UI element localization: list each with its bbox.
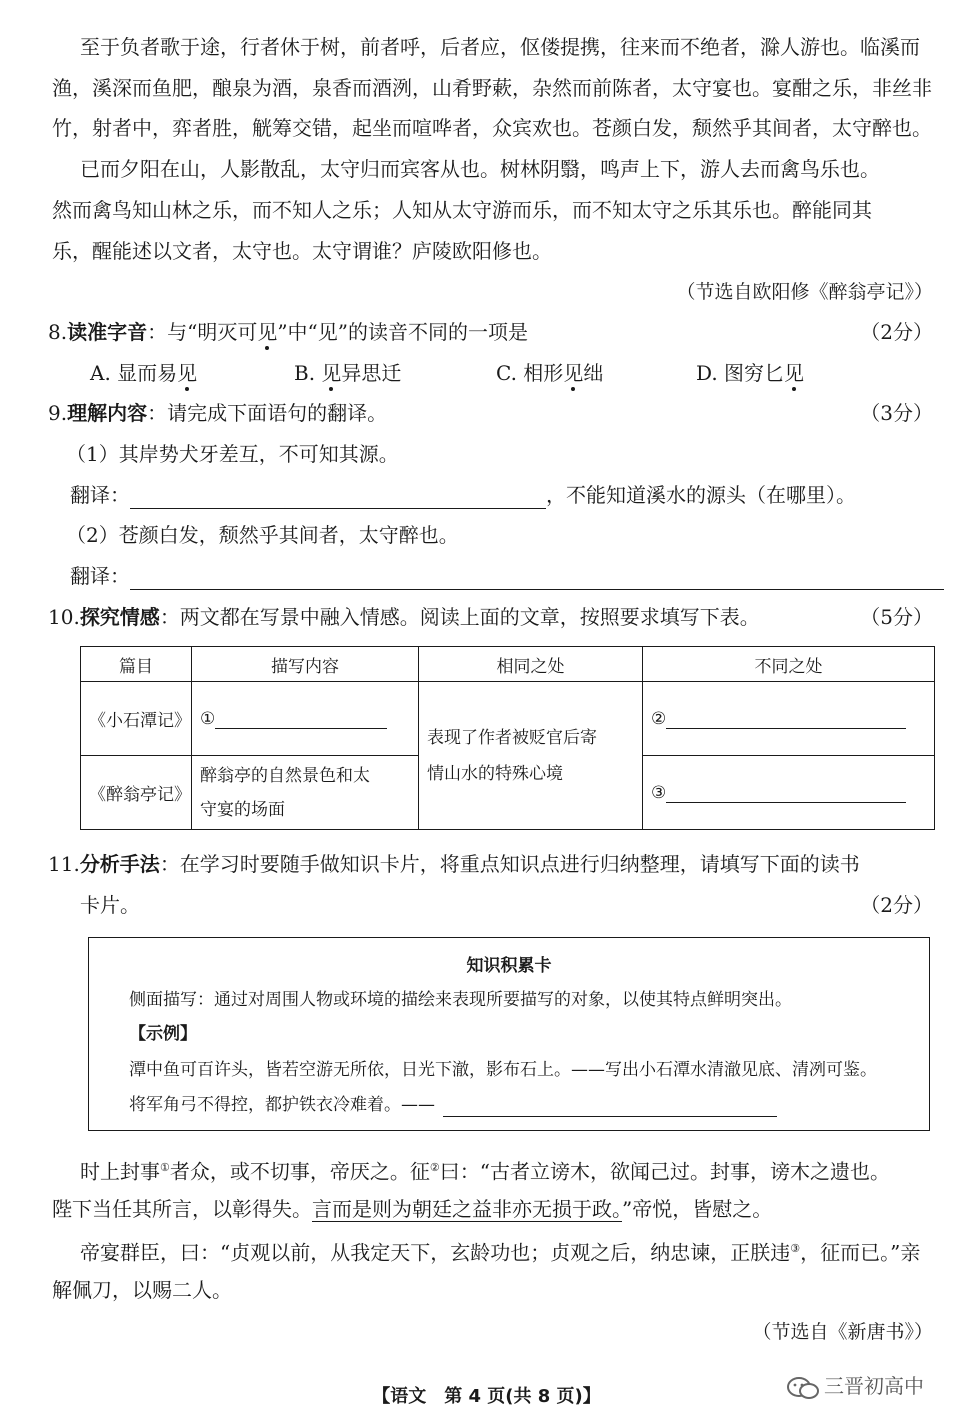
q11-text: ：在学习时要随手做知识卡片，将重点知识点进行归纳整理，请填写下面的读书 <box>159 852 860 876</box>
q9-translation-1 <box>70 481 950 509</box>
passage2-l3-a: 帝宴群臣，曰：“贞观以前，从我定天下，玄龄功也；贞观之后，纳忠谏，正朕违 <box>80 1240 791 1265</box>
diff-mark-2: ② <box>651 708 667 729</box>
q9-t2-blank[interactable] <box>130 567 944 590</box>
question-8 <box>48 318 936 346</box>
q8-number: 8. <box>48 320 68 344</box>
watermark-text: 三晋初高中 <box>824 1374 924 1398</box>
q8-option-b[interactable] <box>294 359 401 387</box>
passage2-line-4: 解佩刀，以赐二人。 <box>52 1278 232 1302</box>
watermark <box>786 1370 924 1400</box>
q8-option-c-dot: 见 <box>563 361 584 385</box>
q9-t1-label: 翻译： <box>70 483 130 507</box>
question-9 <box>48 399 936 427</box>
footnote-1: ① <box>160 1161 170 1174</box>
q9-sentence-2: （2）苍颜白发，颓然乎其间者，太守醉也。 <box>66 523 459 547</box>
knowledge-card <box>88 937 930 1131</box>
table-header: 相同之处 <box>419 647 643 682</box>
row1-content-cell[interactable] <box>192 682 419 756</box>
q9-sentence-1: （1）其岸势犬牙差互，不可知其源。 <box>66 442 399 466</box>
q8-option-d[interactable] <box>696 359 804 387</box>
q8-option-b-post: 异思迁 <box>341 361 402 385</box>
passage1-line-2: 渔，溪深而鱼肥，酿泉为酒，泉香而酒洌，山肴野蔌，杂然而前陈者，太守宴也。宴酣之乐，非丝非 <box>52 76 932 100</box>
table-header: 描写内容 <box>192 647 419 682</box>
q9-t2-label: 翻译： <box>70 564 130 588</box>
q9-label: 理解内容 <box>67 401 148 425</box>
q11-label: 分析手法 <box>79 852 160 876</box>
q9-t1-blank[interactable] <box>130 486 546 509</box>
passage1-line-6: 乐，醒能述以文者，太守也。太守谓谁？庐陵欧阳修也。 <box>52 239 552 263</box>
passage1-line-5: 然而禽鸟知山林之乐，而不知人之乐；人知从太守游而乐，而不知太守之乐其乐也。醉能同其 <box>52 198 872 222</box>
passage2-l3-b: ，征而已。”亲 <box>800 1240 921 1265</box>
q10-text: ：两文都在写景中融入情感。阅读上面的文章，按照要求填写下表。 <box>159 605 760 629</box>
row1-mark: ① <box>200 708 216 729</box>
footnote-3: ③ <box>790 1242 801 1255</box>
passage1-line-3: 竹，射者中，弈者胜，觥筹交错，起坐而喧哗者，众宾欢也。苍颜白发，颓然乎其间者，太守醉也。 <box>52 116 932 140</box>
q8-option-b-pre: B. <box>294 361 322 385</box>
table-header: 不同之处 <box>643 647 935 682</box>
footnote-2: ② <box>429 1161 440 1174</box>
same-cell <box>419 682 643 830</box>
underlined-sentence: 言而是则为朝廷之益非亦无损于政。 <box>312 1197 622 1221</box>
q8-option-d-pre: D. 图穷匕 <box>696 361 785 385</box>
q9-text: ：请完成下面语句的翻译。 <box>147 401 388 425</box>
q8-option-c[interactable] <box>496 359 603 387</box>
q8-option-b-dot: 见 <box>321 361 342 385</box>
card-title: 知识积累卡 <box>466 956 552 976</box>
table-header: 篇目 <box>81 647 192 682</box>
q8-dotted-char: 见 <box>257 320 278 344</box>
diff-cell-2[interactable] <box>643 682 935 756</box>
row2-title: 《醉翁亭记》 <box>81 756 192 830</box>
card-answer-blank[interactable] <box>443 1096 777 1117</box>
row1-content-blank[interactable] <box>215 710 387 729</box>
q10-score: （5分） <box>860 605 933 629</box>
q8-text-a: ：与“明灭可 <box>147 320 258 344</box>
row2-content-cell <box>192 756 419 830</box>
passage1-line-4: 已而夕阳在山，人影散乱，太守归而宾客从也。树林阴翳，鸣声上下，游人去而禽鸟乐也。 <box>80 157 880 181</box>
q8-text-b: ”中“见”的读音不同的一项是 <box>277 320 529 344</box>
q10-label: 探究情感 <box>79 605 160 629</box>
q8-option-d-dot: 见 <box>784 361 805 385</box>
same-line-2: 情山水的特殊心境 <box>427 763 563 784</box>
card-example-1: 潭中鱼可百许头，皆若空游无所依，日光下澈，影布石上。——写出小石潭水清澈见底、清冽可鉴。 <box>129 1060 877 1080</box>
page-footer: 【语文 第 4 页(共 8 页)】 <box>372 1386 601 1407</box>
row2-content-line-2: 守宴的场面 <box>200 799 285 820</box>
passage2-l1-b: 者众，或不切事，帝厌之。征 <box>169 1159 430 1184</box>
q9-translation-2 <box>70 562 950 590</box>
q10-number: 10. <box>48 605 80 629</box>
q11-score: （2分） <box>860 893 933 917</box>
diff-blank-2[interactable] <box>666 710 906 729</box>
passage2-l1-c: 曰：“古者立谤木，欲闻己过。封事，谤木之遗也。 <box>439 1159 890 1184</box>
row1-title: 《小石潭记》 <box>81 682 192 756</box>
table-row <box>81 682 935 756</box>
wechat-icon <box>786 1376 820 1400</box>
diff-cell-3[interactable] <box>643 756 935 830</box>
q8-option-a-pre: A. 显而易 <box>90 361 178 385</box>
passage2-l2-b: ”帝悦，皆慰之。 <box>622 1197 773 1221</box>
table-header-row <box>81 647 935 682</box>
card-example-2-text: 将军角弓不得控，都护铁衣冷难着。—— <box>129 1095 435 1115</box>
card-example-2 <box>129 1093 777 1117</box>
q8-option-a[interactable] <box>90 359 197 387</box>
row2-content-line-1: 醉翁亭的自然景色和太 <box>200 765 370 786</box>
diff-mark-3: ③ <box>651 782 667 803</box>
passage1-line-1: 至于负者歌于途，行者休于树，前者呼，后者应，伛偻提携，往来而不绝者，滁人游也。临溪而 <box>80 35 920 59</box>
q9-score: （3分） <box>860 401 933 425</box>
passage2-line-2 <box>52 1195 932 1223</box>
q9-number: 9. <box>48 401 68 425</box>
passage2-l2-a: 陛下当任其所言，以彰得失。 <box>52 1197 312 1221</box>
passage2-line-1 <box>80 1154 932 1186</box>
q11-number: 11. <box>48 852 80 876</box>
question-10 <box>48 603 936 631</box>
card-definition: 侧面描写：通过对周围人物或环境的描绘来表现所要描写的对象，以使其特点鲜明突出。 <box>129 990 792 1010</box>
passage2-l1-a: 时上封事 <box>80 1159 160 1184</box>
q8-option-c-pre: C. 相形 <box>496 361 564 385</box>
q8-score: （2分） <box>860 320 933 344</box>
same-line-1: 表现了作者被贬官后寄 <box>427 727 597 748</box>
passage1-source: （节选自欧阳修《醉翁亭记》） <box>676 281 933 303</box>
q8-option-a-dot: 见 <box>177 361 198 385</box>
q8-label: 读准字音 <box>67 320 148 344</box>
q11-text-2: 卡片。 <box>80 893 140 917</box>
question-11 <box>48 850 936 878</box>
card-example-label: 【示例】 <box>129 1024 197 1044</box>
q8-option-c-post: 绌 <box>583 361 604 385</box>
q10-table <box>80 646 935 830</box>
passage2-line-3 <box>80 1235 932 1267</box>
diff-blank-3[interactable] <box>666 784 906 803</box>
passage2-source: （节选自《新唐书》） <box>752 1321 933 1343</box>
q9-t1-suffix: ，不能知道溪水的源头（在哪里）。 <box>546 483 856 507</box>
